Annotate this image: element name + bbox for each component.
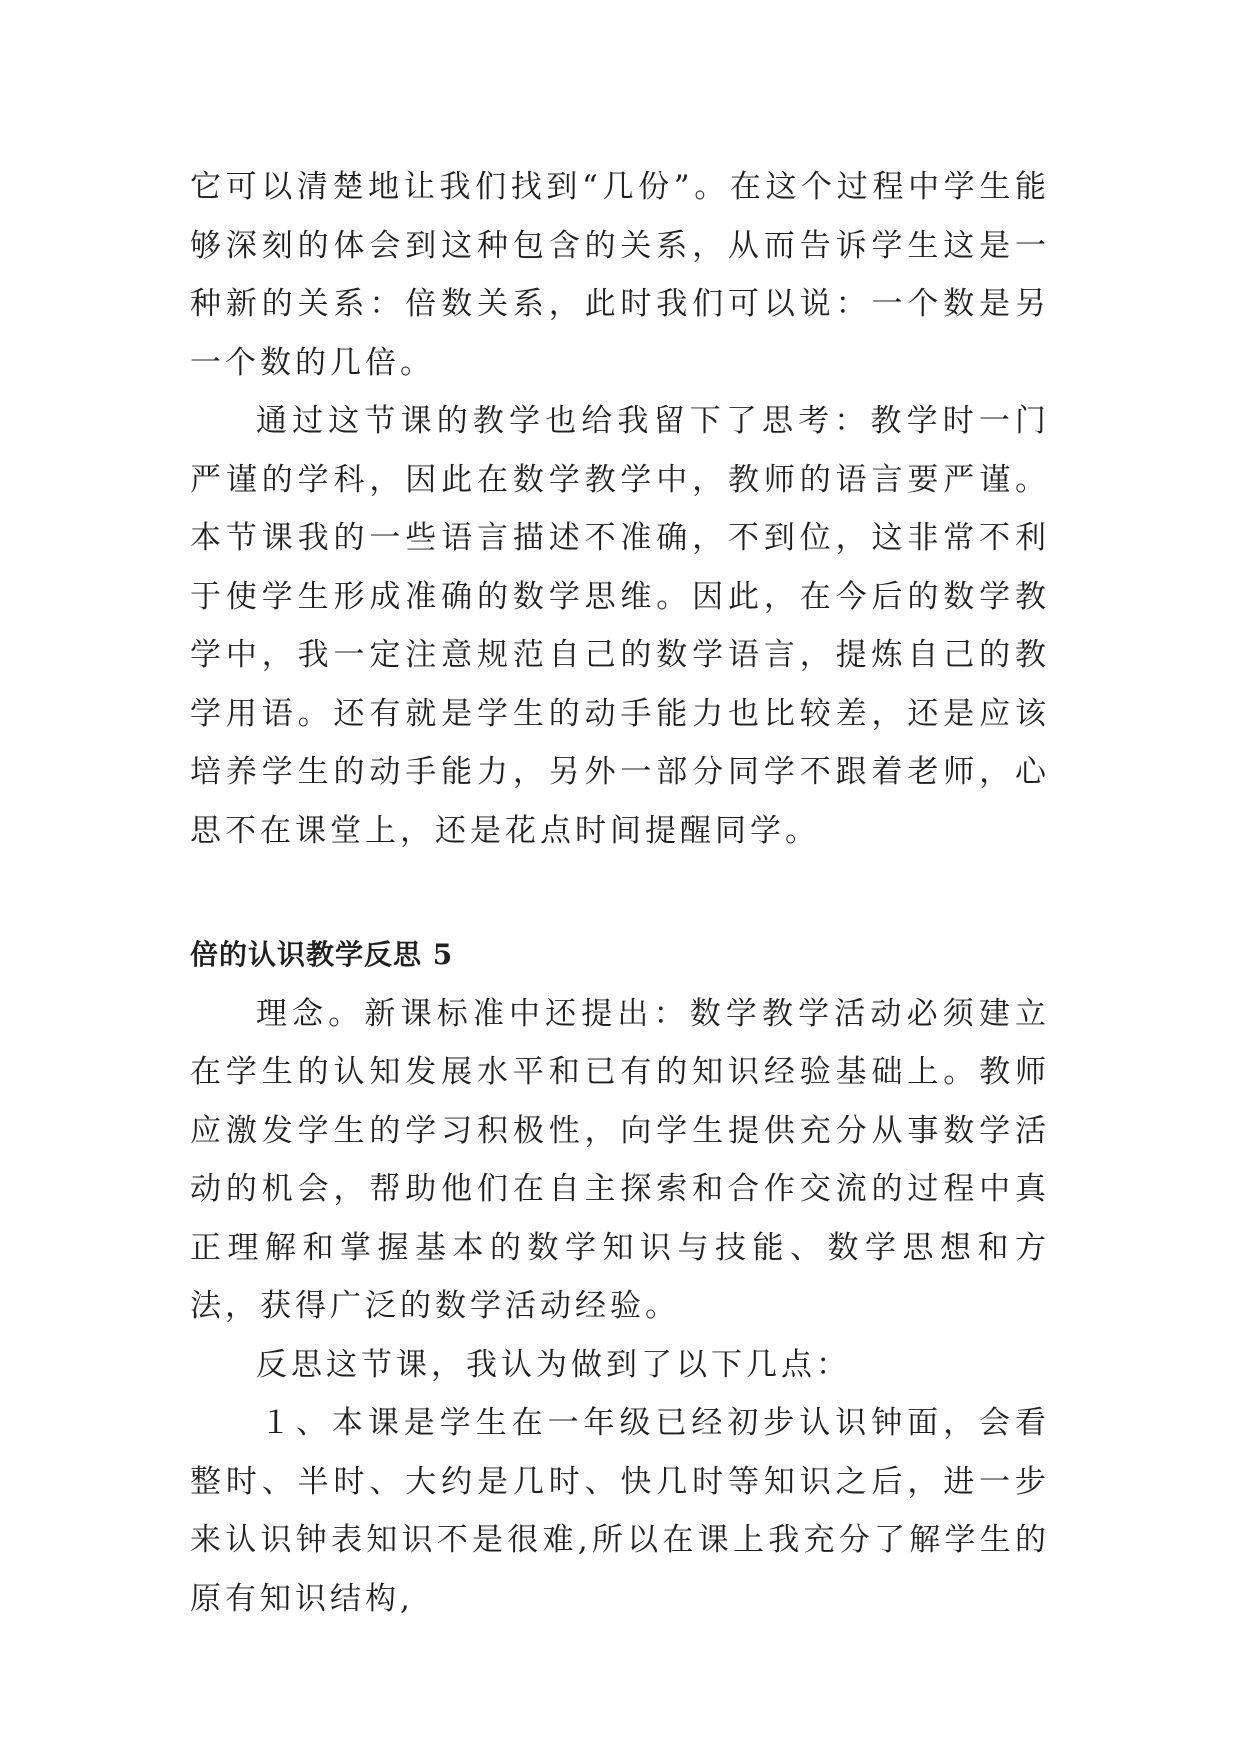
paragraph-1: 它可以清楚地让我们找到“几份”。在这个过程中学生能够深刻的体会到这种包含的关系，从而告诉学生这是一种新的关系：倍数关系，此时我们可以说：一个数是另一个数的几倍。 (190, 169, 1050, 381)
paragraph-4: 反思这节课，我认为做到了以下几点： (256, 1346, 851, 1383)
section-heading: 倍的认识教学反思 5 (190, 938, 454, 971)
paragraph-5: １、本课是学生在一年级已经初步认识钟面，会看整时、半时、大约是几时、快几时等知识之后，进一步来认识钟表知识不是很难,所以在课上我充分了解学生的原有知识结构, (190, 1405, 1050, 1617)
paragraph-2: 通过这节课的教学也给我留下了思考：教学时一门严谨的学科，因此在数学教学中，教师的语言要严谨。本节课我的一些语言描述不准确，不到位，这非常不利于使学生形成准确的数学思维。因此，在今后的数学教学中，我一定注意规范自己的数学语言，提炼自己的教学用语。还有就是学生的动手能力也比较差，还是应该培养学生的动手能力，另外一部分同学不跟着老师，心思不在课堂上，还是花点时间提醒同学。 (190, 403, 1050, 849)
document-body (190, 158, 1050, 1628)
paragraph-3: 理念。新课标准中还提出：数学教学活动必须建立在学生的认知发展水平和已有的知识经验基础上。教师应激发学生的学习积极性，向学生提供充分从事数学活动的机会，帮助他们在自主探索和合作交流的过程中真正理解和掌握基本的数学知识与技能、数学思想和方法，获得广泛的数学活动经验。 (190, 995, 1050, 1324)
